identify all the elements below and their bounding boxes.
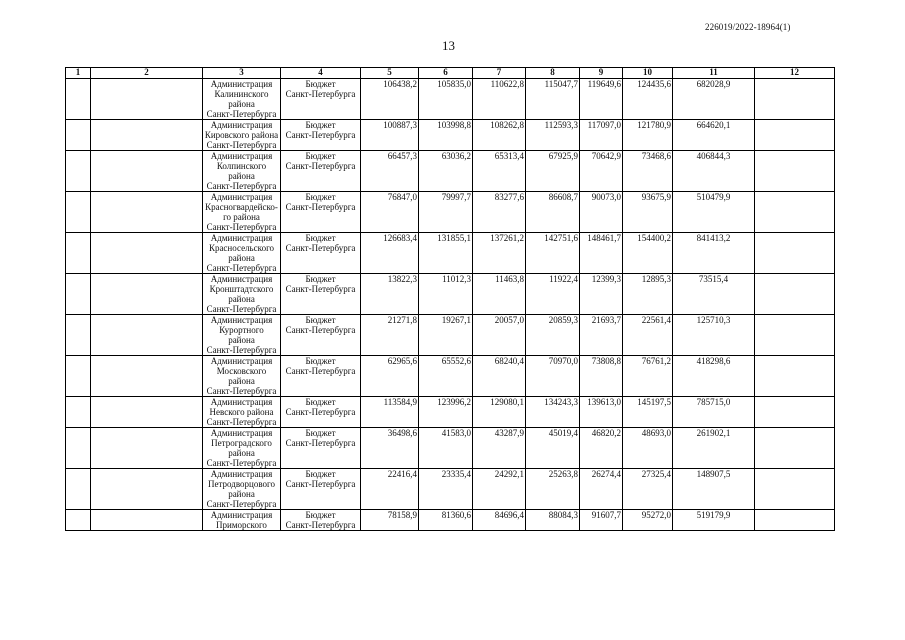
value-cell-col-10: 121780,9 — [623, 120, 673, 151]
cell-col-12 — [755, 151, 835, 192]
value-cell-col-8: 88084,3 — [526, 510, 580, 531]
value-cell-col-5: 62965,6 — [361, 356, 419, 397]
organization-line: Санкт-Петербурга — [206, 263, 277, 273]
organization-line: Санкт-Петербурга — [206, 499, 277, 509]
organization-line: Администрация — [210, 315, 273, 325]
header-row — [66, 68, 835, 79]
value-cell-col-8: 45019,4 — [526, 428, 580, 469]
funding-source-line: Бюджет — [305, 428, 336, 438]
value-cell-col-8: 86608,7 — [526, 192, 580, 233]
organization-line: Санкт-Петербурга — [206, 304, 277, 314]
value-cell-col-7: 43287,9 — [473, 428, 526, 469]
organization-line: Курортного — [219, 325, 264, 335]
value-cell-col-10: 76761,2 — [623, 356, 673, 397]
total-cell: 785715,0 — [673, 397, 755, 428]
funding-source-line: Бюджет — [305, 79, 336, 89]
organization-line: Санкт-Петербурга — [206, 181, 277, 191]
organization-line: Администрация — [210, 469, 273, 479]
value-cell-col-5: 106438,2 — [361, 79, 419, 120]
cell-col-2 — [91, 192, 203, 233]
organization-line: Санкт-Петербурга — [206, 386, 277, 396]
organization-line: Кировского района — [204, 130, 279, 140]
value-cell-col-10: 154400,2 — [623, 233, 673, 274]
organization-line: Администрация — [210, 356, 273, 366]
value-cell-col-10: 48693,0 — [623, 428, 673, 469]
value-cell-col-9: 73808,8 — [580, 356, 623, 397]
value-cell-col-10: 12895,3 — [623, 274, 673, 315]
value-cell-col-10: 145197,5 — [623, 397, 673, 428]
funding-source-line: Бюджет — [305, 233, 336, 243]
cell-col-1 — [66, 510, 91, 531]
cell-col-1 — [66, 469, 91, 510]
value-cell-col-8: 67925,9 — [526, 151, 580, 192]
organization-line: Петродворцового — [207, 479, 276, 489]
value-cell-col-7: 65313,4 — [473, 151, 526, 192]
column-header-11: 11 — [673, 68, 755, 79]
cell-col-2 — [91, 233, 203, 274]
funding-source-line: Бюджет — [305, 151, 336, 161]
organization-line: района — [228, 376, 255, 386]
value-cell-col-6: 11012,3 — [419, 274, 473, 315]
cell-col-2 — [91, 274, 203, 315]
funding-source-cell — [281, 274, 361, 315]
organization-line: Администрация — [210, 151, 273, 161]
value-cell-col-8: 134243,3 — [526, 397, 580, 428]
column-header-2: 2 — [91, 68, 203, 79]
column-header-3: 3 — [203, 68, 281, 79]
value-cell-col-9: 70642,9 — [580, 151, 623, 192]
cell-col-2 — [91, 428, 203, 469]
organization-cell — [203, 397, 281, 428]
funding-source-line: Санкт-Петербурга — [285, 89, 356, 99]
value-cell-col-6: 131855,1 — [419, 233, 473, 274]
cell-col-2 — [91, 79, 203, 120]
value-cell-col-5: 126683,4 — [361, 233, 419, 274]
funding-source-cell — [281, 315, 361, 356]
organization-line: района — [228, 448, 255, 458]
total-cell: 261902,1 — [673, 428, 755, 469]
value-cell-col-5: 66457,3 — [361, 151, 419, 192]
value-cell-col-7: 108262,8 — [473, 120, 526, 151]
cell-col-12 — [755, 315, 835, 356]
value-cell-col-10: 73468,6 — [623, 151, 673, 192]
organization-line: Санкт-Петербурга — [206, 109, 277, 119]
cell-col-12 — [755, 274, 835, 315]
cell-col-1 — [66, 274, 91, 315]
value-cell-col-9: 117097,0 — [580, 120, 623, 151]
column-header-6: 6 — [419, 68, 473, 79]
total-cell: 406844,3 — [673, 151, 755, 192]
value-cell-col-5: 22416,4 — [361, 469, 419, 510]
funding-source-line: Бюджет — [305, 356, 336, 366]
funding-source-line: Санкт-Петербурга — [285, 479, 356, 489]
total-cell: 682028,9 — [673, 79, 755, 120]
total-cell: 418298,6 — [673, 356, 755, 397]
organization-line: Санкт-Петербурга — [206, 458, 277, 468]
value-cell-col-6: 23335,4 — [419, 469, 473, 510]
funding-source-cell — [281, 356, 361, 397]
funding-source-line: Санкт-Петербурга — [285, 520, 356, 530]
table-body — [66, 79, 835, 531]
organization-cell — [203, 120, 281, 151]
organization-line: района — [228, 294, 255, 304]
value-cell-col-7: 137261,2 — [473, 233, 526, 274]
value-cell-col-7: 24292,1 — [473, 469, 526, 510]
value-cell-col-5: 13822,3 — [361, 274, 419, 315]
organization-cell — [203, 79, 281, 120]
cell-col-1 — [66, 120, 91, 151]
organization-cell — [203, 274, 281, 315]
funding-source-line: Санкт-Петербурга — [285, 202, 356, 212]
value-cell-col-6: 63036,2 — [419, 151, 473, 192]
value-cell-col-9: 12399,3 — [580, 274, 623, 315]
organization-line: Администрация — [210, 510, 273, 520]
organization-line: района — [228, 171, 255, 181]
table-row — [66, 469, 835, 510]
table-row — [66, 192, 835, 233]
total-cell: 510479,9 — [673, 192, 755, 233]
value-cell-col-10: 124435,6 — [623, 79, 673, 120]
total-cell: 73515,4 — [673, 274, 755, 315]
funding-source-line: Бюджет — [305, 274, 336, 284]
organization-cell — [203, 428, 281, 469]
organization-cell — [203, 356, 281, 397]
funding-source-line: Санкт-Петербурга — [285, 243, 356, 253]
value-cell-col-6: 19267,1 — [419, 315, 473, 356]
organization-line: Приморского — [216, 520, 267, 530]
value-cell-col-9: 119649,6 — [580, 79, 623, 120]
cell-col-1 — [66, 315, 91, 356]
funding-source-line: Бюджет — [305, 510, 336, 520]
value-cell-col-6: 41583,0 — [419, 428, 473, 469]
organization-line: Невского района — [209, 407, 274, 417]
organization-cell — [203, 315, 281, 356]
cell-col-1 — [66, 428, 91, 469]
organization-line: Московского — [216, 366, 267, 376]
cell-col-1 — [66, 192, 91, 233]
funding-source-cell — [281, 151, 361, 192]
table-row — [66, 233, 835, 274]
table-row — [66, 356, 835, 397]
table-row — [66, 274, 835, 315]
organization-cell — [203, 192, 281, 233]
funding-source-cell — [281, 120, 361, 151]
total-cell: 841413,2 — [673, 233, 755, 274]
value-cell-col-7: 84696,4 — [473, 510, 526, 531]
total-cell: 664620,1 — [673, 120, 755, 151]
total-cell: 125710,3 — [673, 315, 755, 356]
value-cell-col-8: 11922,4 — [526, 274, 580, 315]
funding-source-line: Бюджет — [305, 315, 336, 325]
organization-line: Красногвардейско- — [205, 202, 278, 212]
column-header-12: 12 — [755, 68, 835, 79]
value-cell-col-10: 27325,4 — [623, 469, 673, 510]
funding-source-cell — [281, 79, 361, 120]
cell-col-2 — [91, 510, 203, 531]
budget-table — [65, 67, 835, 531]
value-cell-col-9: 46820,2 — [580, 428, 623, 469]
cell-col-2 — [91, 356, 203, 397]
funding-source-cell — [281, 233, 361, 274]
cell-col-2 — [91, 151, 203, 192]
value-cell-col-9: 21693,7 — [580, 315, 623, 356]
organization-line: района — [228, 489, 255, 499]
organization-cell — [203, 233, 281, 274]
organization-line: Администрация — [210, 120, 273, 130]
value-cell-col-9: 90073,0 — [580, 192, 623, 233]
organization-cell — [203, 510, 281, 531]
column-header-8: 8 — [526, 68, 580, 79]
funding-source-line: Санкт-Петербурга — [285, 325, 356, 335]
value-cell-col-7: 20057,0 — [473, 315, 526, 356]
value-cell-col-8: 25263,8 — [526, 469, 580, 510]
value-cell-col-10: 95272,0 — [623, 510, 673, 531]
value-cell-col-9: 148461,7 — [580, 233, 623, 274]
value-cell-col-7: 11463,8 — [473, 274, 526, 315]
value-cell-col-8: 142751,6 — [526, 233, 580, 274]
organization-line: Калининского — [214, 89, 269, 99]
value-cell-col-5: 113584,9 — [361, 397, 419, 428]
funding-source-line: Бюджет — [305, 397, 336, 407]
value-cell-col-7: 83277,6 — [473, 192, 526, 233]
cell-col-2 — [91, 397, 203, 428]
value-cell-col-5: 100887,3 — [361, 120, 419, 151]
value-cell-col-6: 79997,7 — [419, 192, 473, 233]
organization-line: Администрация — [210, 274, 273, 284]
funding-source-cell — [281, 192, 361, 233]
value-cell-col-9: 26274,4 — [580, 469, 623, 510]
organization-line: района — [228, 99, 255, 109]
funding-source-line: Бюджет — [305, 469, 336, 479]
value-cell-col-8: 115047,7 — [526, 79, 580, 120]
page-number: 13 — [442, 38, 455, 53]
value-cell-col-7: 129080,1 — [473, 397, 526, 428]
value-cell-col-5: 76847,0 — [361, 192, 419, 233]
table-row — [66, 120, 835, 151]
cell-col-2 — [91, 315, 203, 356]
funding-source-line: Санкт-Петербурга — [285, 366, 356, 376]
table-row — [66, 79, 835, 120]
organization-line: Санкт-Петербурга — [206, 222, 277, 232]
organization-line: Петроградского — [211, 438, 272, 448]
value-cell-col-8: 70970,0 — [526, 356, 580, 397]
funding-source-line: Санкт-Петербурга — [285, 161, 356, 171]
organization-line: Санкт-Петербурга — [206, 417, 277, 427]
value-cell-col-6: 81360,6 — [419, 510, 473, 531]
cell-col-1 — [66, 397, 91, 428]
value-cell-col-8: 112593,3 — [526, 120, 580, 151]
funding-source-cell — [281, 510, 361, 531]
value-cell-col-6: 105835,0 — [419, 79, 473, 120]
value-cell-col-8: 20859,3 — [526, 315, 580, 356]
organization-line: Администрация — [210, 397, 273, 407]
organization-line: Санкт-Петербурга — [206, 140, 277, 150]
column-header-7: 7 — [473, 68, 526, 79]
organization-line: района — [228, 335, 255, 345]
total-cell: 148907,5 — [673, 469, 755, 510]
funding-source-line: Санкт-Петербурга — [285, 438, 356, 448]
cell-col-1 — [66, 233, 91, 274]
organization-line: Санкт-Петербурга — [206, 345, 277, 355]
cell-col-2 — [91, 120, 203, 151]
funding-source-line: Бюджет — [305, 192, 336, 202]
cell-col-1 — [66, 356, 91, 397]
value-cell-col-6: 123996,2 — [419, 397, 473, 428]
organization-line: го района — [223, 212, 260, 222]
total-cell: 519179,9 — [673, 510, 755, 531]
value-cell-col-10: 22561,4 — [623, 315, 673, 356]
value-cell-col-7: 110622,8 — [473, 79, 526, 120]
funding-source-line: Санкт-Петербурга — [285, 407, 356, 417]
table-row — [66, 428, 835, 469]
cell-col-12 — [755, 469, 835, 510]
cell-col-12 — [755, 510, 835, 531]
value-cell-col-7: 68240,4 — [473, 356, 526, 397]
value-cell-col-10: 93675,9 — [623, 192, 673, 233]
funding-source-cell — [281, 469, 361, 510]
table-row — [66, 510, 835, 531]
organization-line: Администрация — [210, 233, 273, 243]
funding-source-line: Санкт-Петербурга — [285, 284, 356, 294]
organization-line: Красносельского — [208, 243, 275, 253]
value-cell-col-6: 103998,8 — [419, 120, 473, 151]
funding-source-cell — [281, 428, 361, 469]
organization-line: Кронштадтского — [209, 284, 274, 294]
column-header-1: 1 — [66, 68, 91, 79]
organization-cell — [203, 151, 281, 192]
funding-source-line: Санкт-Петербурга — [285, 130, 356, 140]
cell-col-12 — [755, 397, 835, 428]
value-cell-col-5: 36498,6 — [361, 428, 419, 469]
funding-source-line: Бюджет — [305, 120, 336, 130]
value-cell-col-5: 21271,8 — [361, 315, 419, 356]
cell-col-12 — [755, 120, 835, 151]
organization-line: Администрация — [210, 79, 273, 89]
column-header-9: 9 — [580, 68, 623, 79]
organization-line: Колпинского — [216, 161, 267, 171]
table-row — [66, 151, 835, 192]
organization-cell — [203, 469, 281, 510]
column-header-10: 10 — [623, 68, 673, 79]
cell-col-1 — [66, 151, 91, 192]
cell-col-12 — [755, 428, 835, 469]
column-header-5: 5 — [361, 68, 419, 79]
organization-line: Администрация — [210, 428, 273, 438]
cell-col-12 — [755, 192, 835, 233]
table-row — [66, 315, 835, 356]
cell-col-12 — [755, 233, 835, 274]
value-cell-col-9: 139613,0 — [580, 397, 623, 428]
funding-source-cell — [281, 397, 361, 428]
value-cell-col-5: 78158,9 — [361, 510, 419, 531]
table-row — [66, 397, 835, 428]
cell-col-12 — [755, 356, 835, 397]
cell-col-2 — [91, 469, 203, 510]
cell-col-1 — [66, 79, 91, 120]
organization-line: Администрация — [210, 192, 273, 202]
column-header-4: 4 — [281, 68, 361, 79]
organization-line: района — [228, 253, 255, 263]
cell-col-12 — [755, 79, 835, 120]
value-cell-col-9: 91607,7 — [580, 510, 623, 531]
value-cell-col-6: 65552,6 — [419, 356, 473, 397]
document-id: 226019/2022-18964(1) — [705, 22, 791, 32]
